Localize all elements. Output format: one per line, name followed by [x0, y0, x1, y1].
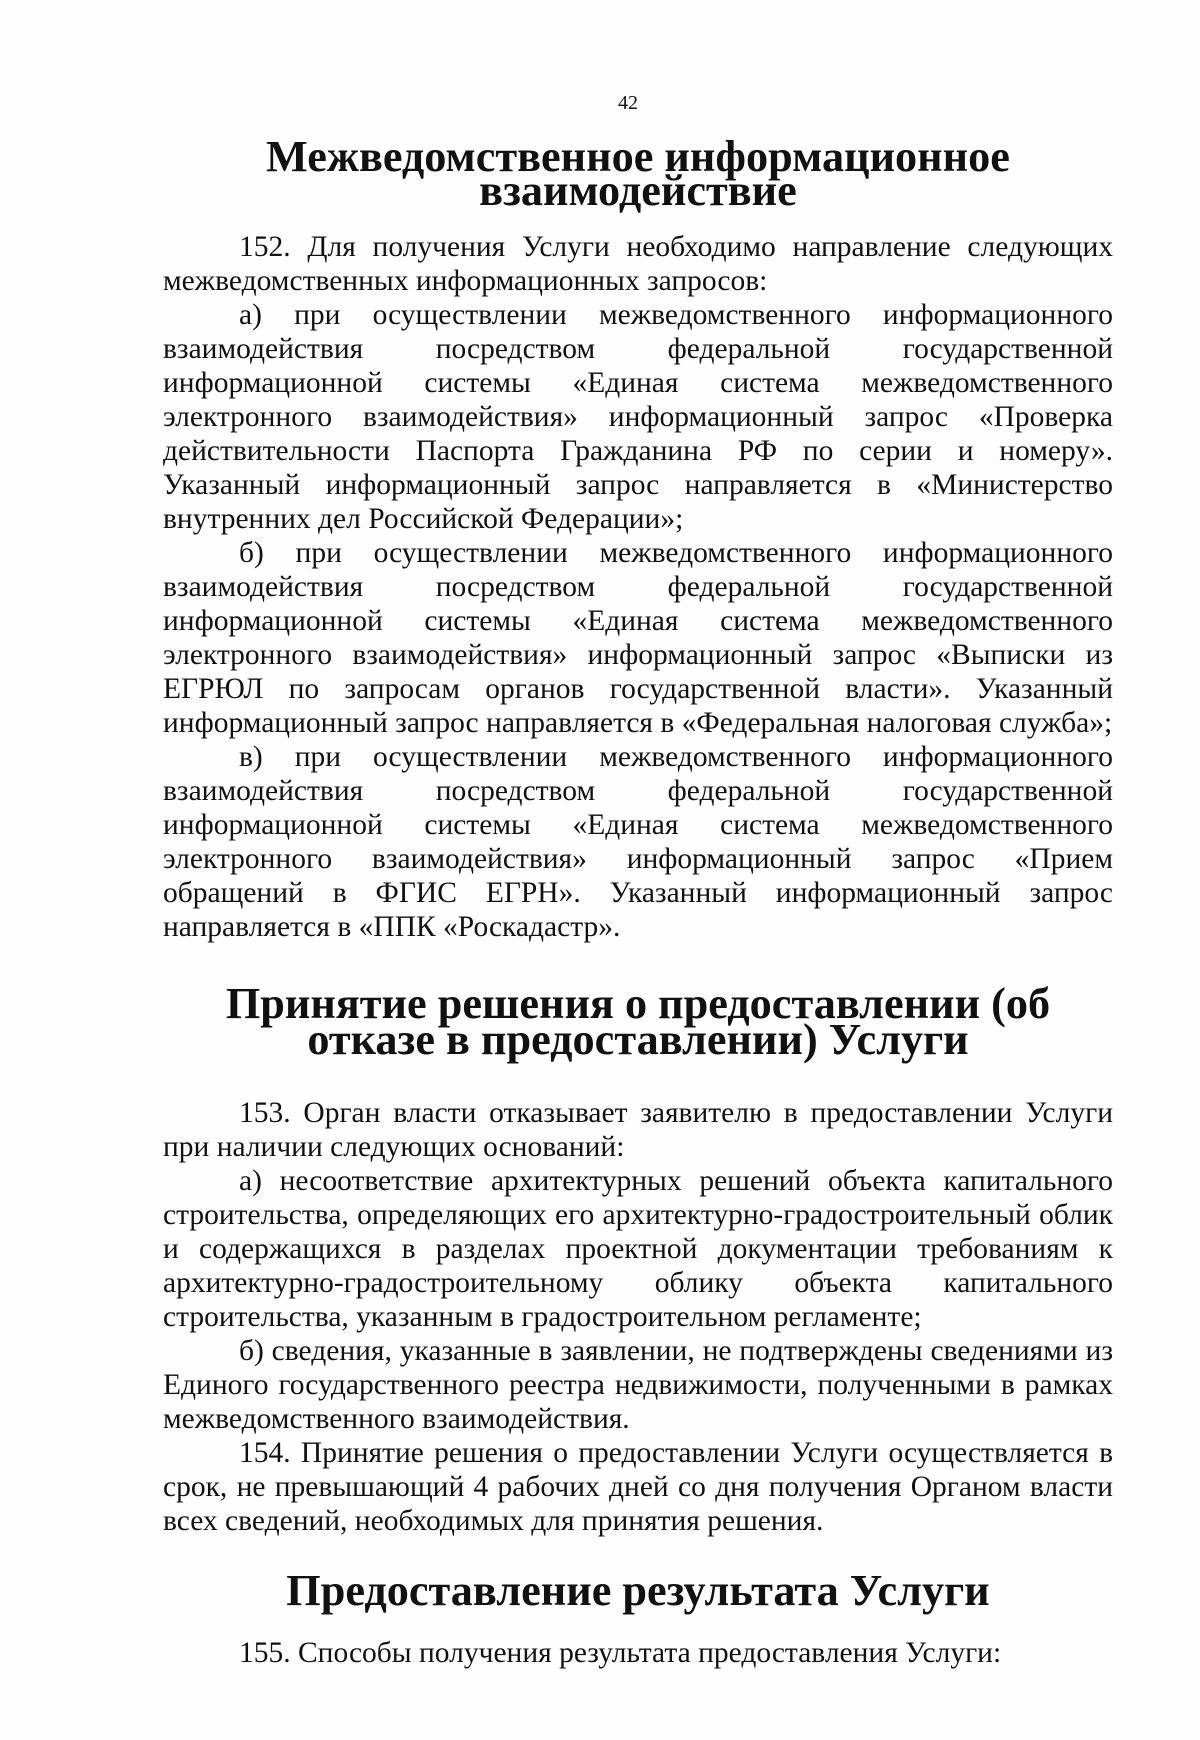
paragraph-153-b: б) сведения, указанные в заявлении, не подтверждены сведениями из Единого государственного реестра недвижимости, полученными в рамках межведомственного взаимодействия.: [163, 1335, 1113, 1435]
paragraph-152-v: в) при осуществлении межведомственного информационного взаимодействия посредством федеральной государственной информационной системы «Единая система межведомственного электронного взаимодействия» информационный запрос «Прием обращений в ФГИС ЕГРН». Указанный информационный запрос направляется в «ППК «Роскадастр».: [163, 741, 1113, 943]
paragraph-152: 152. Для получения Услуги необходимо направление следующих межведомственных информационных запросов:: [163, 231, 1113, 297]
document-body: [163, 132, 1113, 1670]
paragraph-152-b: б) при осуществлении межведомственного информационного взаимодействия посредством федеральной государственной информационной системы «Единая система межведомственного электронного взаимодействия» информационный запрос «Выписки из ЕГРЮЛ по запросам органов государственной власти». Указанный информационный запрос направляется в «Федеральная налоговая служба»;: [163, 537, 1113, 739]
section-heading-decision: Принятие решения о предоставлении (об отказе в предоставлении) Услуги: [225, 979, 1051, 1064]
paragraph-153: 153. Орган власти отказывает заявителю в предоставлении Услуги при наличии следующих оснований:: [163, 1097, 1113, 1163]
paragraph-153-a: а) несоответствие архитектурных решений объекта капитального строительства, определяющих его архитектурно-градостроительный облик и содержащихся в разделах проектной документации требованиям к архитектурно-градостроительному облику объекта капитального строительства, указанным в градостроительном регламенте;: [163, 1165, 1113, 1333]
paragraph-155: 155. Способы получения результата предоставления Услуги:: [239, 1637, 1002, 1669]
paragraph-152-a: а) при осуществлении межведомственного информационного взаимодействия посредством федеральной государственной информационной системы «Единая система межведомственного электронного взаимодействия» информационный запрос «Проверка действительности Паспорта Гражданина РФ по серии и номеру». Указанный информационный запрос направляется в «Министерство внутренних дел Российской Федерации»;: [163, 299, 1113, 535]
paragraph-154: 154. Принятие решения о предоставлении Услуги осуществляется в срок, не превышающий 4 рабочих дней со дня получения Органом власти всех сведений, необходимых для принятия решения.: [163, 1437, 1113, 1537]
section-heading-interagency: Межведомственное информационное взаимодействие: [266, 132, 1010, 215]
section-heading-result: Предоставление результата Услуги: [286, 1566, 990, 1615]
page-number: 42: [618, 92, 638, 114]
